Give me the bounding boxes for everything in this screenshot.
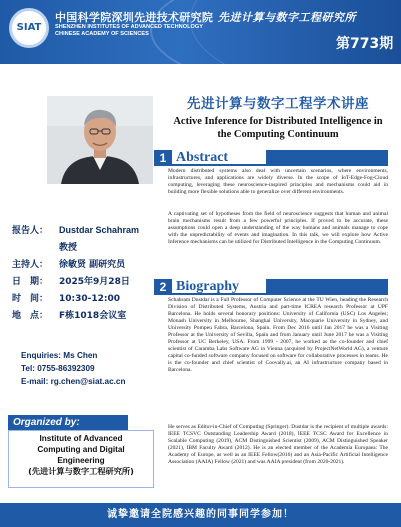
organizer-line: Engineering [57,456,105,465]
speaker-portrait-image [47,96,153,184]
abstract-paragraph: Modern distributed systems also deal with uncertain scenarios, where environments, infrastructures, and applications are widely diverse. In the scope of IoT-Edge-Fog-Cloud computing, leveraging these neuroscience-inspired principles and mechanisms could aid in building more flexible solutions able to generalize over different environments. [168,168,388,195]
host-label: 主持人： [12,260,49,270]
organizer-name [10,433,152,477]
institute-name-en-line1: SHENZHEN INSTITUTES OF ADVANCED TECHNOLOGY [55,24,203,30]
telephone: Tel: 0755-86392309 [21,364,95,373]
institute-name-en-line2: CHINESE ACADEMY OF SCIENCES [55,31,149,37]
time-row [12,291,120,304]
abstract-section-number: 1 [154,150,172,166]
enquiries-contact: Enquiries: Ms Chen [21,351,98,360]
institute-name-en [55,24,203,38]
time-label: 时 间： [12,294,49,304]
speaker-row [12,223,139,236]
contact-info [21,349,155,388]
date-value: 2025年9月28日 [59,277,130,287]
biography-heading-bar [154,279,388,295]
biography-section-number: 2 [154,279,172,295]
heading-rule [266,279,388,293]
abstract-heading-bar [154,150,388,166]
siat-logo: SIAT [9,8,49,48]
organizer-line: Institute of Advanced [39,434,123,443]
heading-rule [266,150,388,164]
biography-paragraph: He serves as Editor-in-Chief of Computing (Springer). Dustdar is the recipient of multiple awards: IEEE TCSVC Outstanding Leadership Award (2018), IEEE TCSC Award for Excellence in Scalable Computing (2019), ACM Distinguished Scientist (2009), ACM Distinguished Speaker (2021), IBM Faculty Award (2012). He is an elected member of the Academia Europaea: The Academy of Europe, as well as an IEEE Fellow(2016) and an Asia-Pacific Artificial Intelligence Association (AAIA) Fellow (2021) and was AAIA president (from 2020-2021). [168,424,388,465]
date-label: 日 期： [12,277,49,287]
place-label: 地 点： [12,311,49,321]
place-row [12,308,126,321]
place-value: F栋1018会议室 [59,311,127,321]
organized-by-heading: Organized by: [8,415,128,430]
speaker-photo [47,96,153,184]
host-name: 徐敏贤 副研究员 [59,260,126,270]
abstract-paragraph: A captivating set of hypotheses from the field of neuroscience suggests that human and animal brain mechanisms result from a few powerful principles. If proved to be accurate, these assumptions could open a deep understanding of the way humans and animals manage to cope with the unpredictability of events and imagination. In this talk, we will explore how Active Inference mechanisms can be utilized for Distributed Intelligence in the Computing Continuum. [168,211,388,245]
institute-name-cn: 中国科学院深圳先进技术研究院 [55,11,214,24]
time-value: 10:30-12:00 [59,294,121,304]
date-row [12,274,130,287]
institute-calligraphy: 先进计算与数字工程研究所 [218,11,356,24]
lecture-series-title: 先进计算与数字工程学术讲座 [187,96,369,112]
organizer-line: Computing and Digital [37,445,125,454]
biography-heading: Biography [176,279,240,294]
invitation-footer: 诚挚邀请全院感兴趣的同事同学参加！ [0,503,401,527]
organizer-line-cn: (先进计算与数字工程研究所) [28,466,134,476]
header-banner [0,0,401,64]
abstract-heading: Abstract [176,150,229,165]
talk-title: Active Inference for Distributed Intelligence in the Computing Continuum [173,116,383,140]
biography-paragraph: Schahram Dustdar is a Full Professor of Computer Science at the TU Wien, heading the Research Division of Distributed Systems, Austria and part-time ICREA research Professor at UPF Barcelona. He holds several honorary positions: University of California (USC) Los Angeles; Monash University in Melbourne, Shanghai University, Macquarie University in Sydney, and University Pompeu Fabra, Barcelona, Spain. From Dec 2016 until Jan 2017 he was a Visiting Professor at the University of Sevilla, Spain and from January until June 2017 he was a Visiting Professor at UC Berkeley, USA. From 1999 - 2007, he worked as the co-founder and chief scientist of Caramba Labs Software AG in Vienna (acquired by ProjectNetWorld AG), a venture capital co-funded software company focused on software for collaborative processes in teams. He is the co-founder and chief scientist of Coovally.ai, an AI infrastructure company based in Barcelona. [168,297,388,373]
speaker-title: 教授 [59,243,78,253]
speaker-name: Dustdar Schahram [59,225,140,235]
email-address: E-mail: rg.chen@siat.ac.cn [21,377,126,386]
host-row [12,257,125,270]
issue-number: 第773期 [336,36,394,52]
speaker-label: 报告人： [12,226,49,236]
